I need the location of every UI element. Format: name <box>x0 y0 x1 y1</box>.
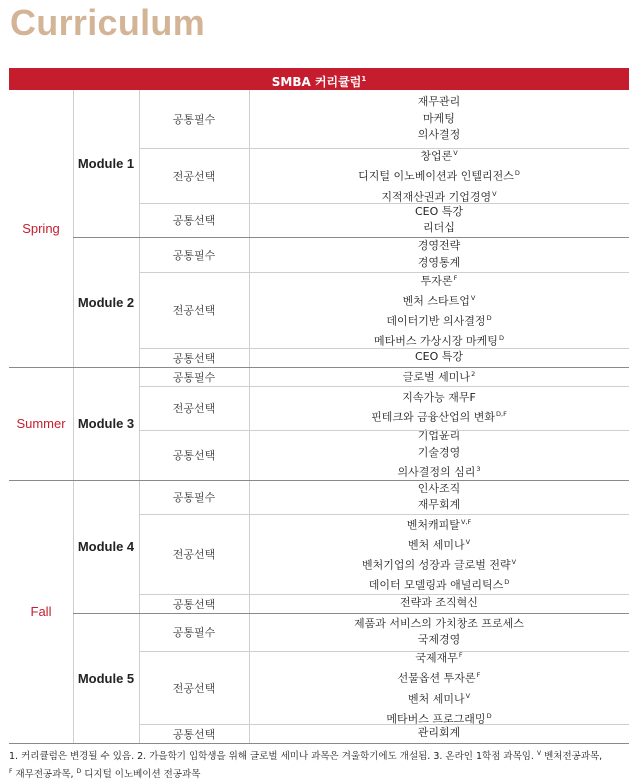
course-name: 경영전략 <box>417 239 461 252</box>
column-divider <box>139 90 140 743</box>
row-divider <box>139 430 629 431</box>
course-item <box>418 127 461 144</box>
row-divider <box>139 348 629 349</box>
footnote-mark-d: D <box>76 768 82 776</box>
course-footnote-mark: V <box>465 537 471 546</box>
course-list-cell <box>249 237 629 272</box>
table-bottom-border <box>9 743 629 744</box>
course-name: 지적재산권과 기업경영 <box>381 190 492 204</box>
course-name: 창업론 <box>420 149 453 163</box>
table-header-label: SMBA 커리큘럼 <box>271 75 362 89</box>
module-3: Module 3 <box>77 416 135 431</box>
course-type-cell: 전공선택 <box>172 681 216 695</box>
footnote-line2-end: 디지털 이노베이션 전공과목 <box>81 769 201 781</box>
course-type-cell: 공통필수 <box>172 491 216 504</box>
course-name: 기술경영 <box>417 445 461 459</box>
course-name: 재무관리 <box>417 95 461 109</box>
course-name: 제품과 서비스의 가치창조 프로세스 <box>354 616 524 630</box>
column-divider <box>73 90 74 743</box>
course-name: 경영통계 <box>417 255 461 269</box>
course-footnote-mark: V <box>465 691 471 700</box>
course-footnote-mark: D <box>504 578 510 587</box>
course-name: 핀테크와 금융산업의 변화 <box>371 410 496 424</box>
course-list-cell <box>249 90 629 148</box>
row-divider <box>139 724 629 725</box>
table-header-footnote-mark: 1 <box>361 75 367 83</box>
row-divider <box>139 594 629 595</box>
course-type-cell: 공통선택 <box>172 449 216 462</box>
course-name: CEO 특강 <box>414 204 464 218</box>
course-type-cell: 공통필수 <box>172 370 216 384</box>
course-name: 의사결정의 심리 <box>397 466 476 480</box>
course-list-cell <box>249 594 629 613</box>
module-divider <box>73 237 629 238</box>
course-type-cell: 전공선택 <box>172 402 216 415</box>
course-footnote-mark: F <box>476 671 481 680</box>
course-list-cell <box>249 348 629 367</box>
table-header <box>9 68 629 90</box>
course-type-cell: 공통선택 <box>172 597 216 611</box>
course-list-cell <box>249 386 629 430</box>
course-item <box>423 111 455 128</box>
course-type-cell: 공통필수 <box>172 626 216 639</box>
course-name: 투자론 <box>420 274 453 288</box>
course-type-cell: 공통선택 <box>172 214 216 227</box>
course-type-cell: 공통선택 <box>172 727 216 741</box>
course-item <box>418 238 461 255</box>
footnote-line1-end: 벤처전공과목, <box>541 751 603 763</box>
course-name: 메타버스 가상시장 마케팅 <box>374 334 498 348</box>
course-list-cell <box>249 430 629 480</box>
course-list-cell <box>249 651 629 724</box>
row-divider <box>139 272 629 273</box>
course-name: 기업윤리 <box>417 429 461 443</box>
course-item <box>408 688 470 708</box>
course-name: 선물옵션 투자론 <box>397 672 476 685</box>
course-footnote-mark: D <box>486 314 492 322</box>
row-divider <box>139 386 629 387</box>
course-footnote-mark: V <box>453 149 458 158</box>
course-name: 디지털 이노베이션과 인텔리전스 <box>358 170 514 184</box>
course-footnote-mark: 2 <box>471 370 476 379</box>
course-type-cell: 전공선택 <box>172 169 216 183</box>
course-name: 재무회계 <box>417 498 461 511</box>
course-item <box>403 290 476 310</box>
course-item <box>398 667 481 687</box>
season-fall: Fall <box>30 604 52 619</box>
module-5: Module 5 <box>77 670 135 686</box>
course-name: 전략과 조직혁신 <box>400 596 478 610</box>
course-item <box>402 390 476 407</box>
course-list-cell <box>249 724 629 743</box>
row-divider <box>139 203 629 204</box>
course-footnote-mark: D <box>498 334 504 343</box>
course-type-cell: 전공선택 <box>172 304 216 317</box>
course-name: 관리회계 <box>417 726 461 740</box>
course-item <box>354 616 524 633</box>
course-item <box>418 94 461 111</box>
course-item <box>418 445 461 462</box>
course-list-cell <box>249 272 629 348</box>
course-item <box>418 255 461 272</box>
course-name: 데이터기반 의사결정 <box>386 314 486 328</box>
course-footnote-mark: V <box>492 189 497 198</box>
course-item <box>418 725 461 742</box>
course-item <box>358 165 520 185</box>
curriculum-table <box>9 68 629 743</box>
course-item <box>415 204 463 221</box>
course-name: 국제경영 <box>417 633 461 646</box>
course-name: 벤처캐피탈 <box>406 518 460 532</box>
course-name: 국제재무 <box>415 651 458 665</box>
course-name: 글로벌 세미나 <box>402 371 471 385</box>
course-item <box>371 406 507 426</box>
course-list-cell <box>249 203 629 237</box>
course-footnote-mark: D,F <box>496 410 507 419</box>
course-item <box>403 366 475 386</box>
course-list-cell <box>249 613 629 651</box>
course-name: 인사조직 <box>417 481 461 495</box>
course-type-cell: 공통선택 <box>172 351 216 365</box>
course-item <box>418 481 461 498</box>
course-item <box>415 349 463 366</box>
course-list-cell <box>249 367 629 386</box>
course-item <box>386 310 491 330</box>
course-footnote-mark: D <box>486 711 492 720</box>
page-title: Curriculum <box>10 2 206 43</box>
course-footnote-mark: V <box>511 558 517 566</box>
course-footnote-mark: F <box>458 651 463 660</box>
course-list-cell <box>249 480 629 514</box>
course-item <box>407 514 471 534</box>
column-divider <box>249 90 250 743</box>
course-type-cell: 전공선택 <box>172 548 216 561</box>
module-2: Module 2 <box>77 294 135 310</box>
course-name: 벤처 스타트업 <box>402 294 470 308</box>
footnote <box>9 746 634 782</box>
row-divider <box>139 514 629 515</box>
footnote-mark-f: F <box>9 768 13 776</box>
course-name: 의사결정 <box>417 128 461 142</box>
course-name: 리더십 <box>423 221 455 234</box>
course-name: CEO 특강 <box>414 350 464 364</box>
module-1: Module 1 <box>77 156 135 171</box>
season-divider <box>9 367 629 368</box>
course-name: 벤처 세미나 <box>407 538 465 552</box>
course-name: 벤처 세미나 <box>407 692 465 706</box>
course-item <box>362 554 516 574</box>
course-footnote-mark: 3 <box>476 465 481 474</box>
season-spring: Spring <box>22 221 60 236</box>
row-divider <box>139 148 629 149</box>
module-divider <box>73 613 629 614</box>
course-footnote-mark: F <box>453 273 458 282</box>
season-summer: Summer <box>16 416 66 431</box>
course-list-cell <box>249 148 629 203</box>
course-name: 벤처기업의 성장과 글로벌 전략 <box>361 558 511 572</box>
footnote-line1: 1. 커리큘럼은 변경될 수 있음. 2. 가을학기 입학생을 위해 글로벌 세미나 과목은 겨울학기에도 개설됨. 3. 온라인 1학점 과목임. <box>9 751 537 763</box>
course-item <box>418 497 461 514</box>
course-item <box>369 574 510 594</box>
course-item <box>408 534 470 554</box>
course-footnote-mark: V,F <box>460 517 472 526</box>
course-footnote-mark: V <box>470 293 476 302</box>
course-list-cell <box>249 514 629 594</box>
course-item <box>397 461 480 481</box>
footnote-mark-v: V <box>536 750 542 757</box>
course-name: 마케팅 <box>423 111 455 125</box>
course-name: 지속가능 재무F <box>402 390 476 404</box>
course-type-cell: 공통필수 <box>172 248 216 262</box>
course-type-cell: 공통필수 <box>172 113 216 126</box>
season-divider <box>9 480 629 481</box>
row-divider <box>139 651 629 652</box>
course-item <box>423 220 455 237</box>
course-item <box>400 595 478 612</box>
course-name: 데이터 모델링과 애널리틱스 <box>368 578 504 592</box>
course-item <box>418 632 461 649</box>
course-name: 메타버스 프로그래밍 <box>386 712 486 726</box>
footnote-line2: 재무전공과목, <box>12 769 77 781</box>
module-4: Module 4 <box>77 539 135 554</box>
course-footnote-mark: D <box>514 169 520 178</box>
